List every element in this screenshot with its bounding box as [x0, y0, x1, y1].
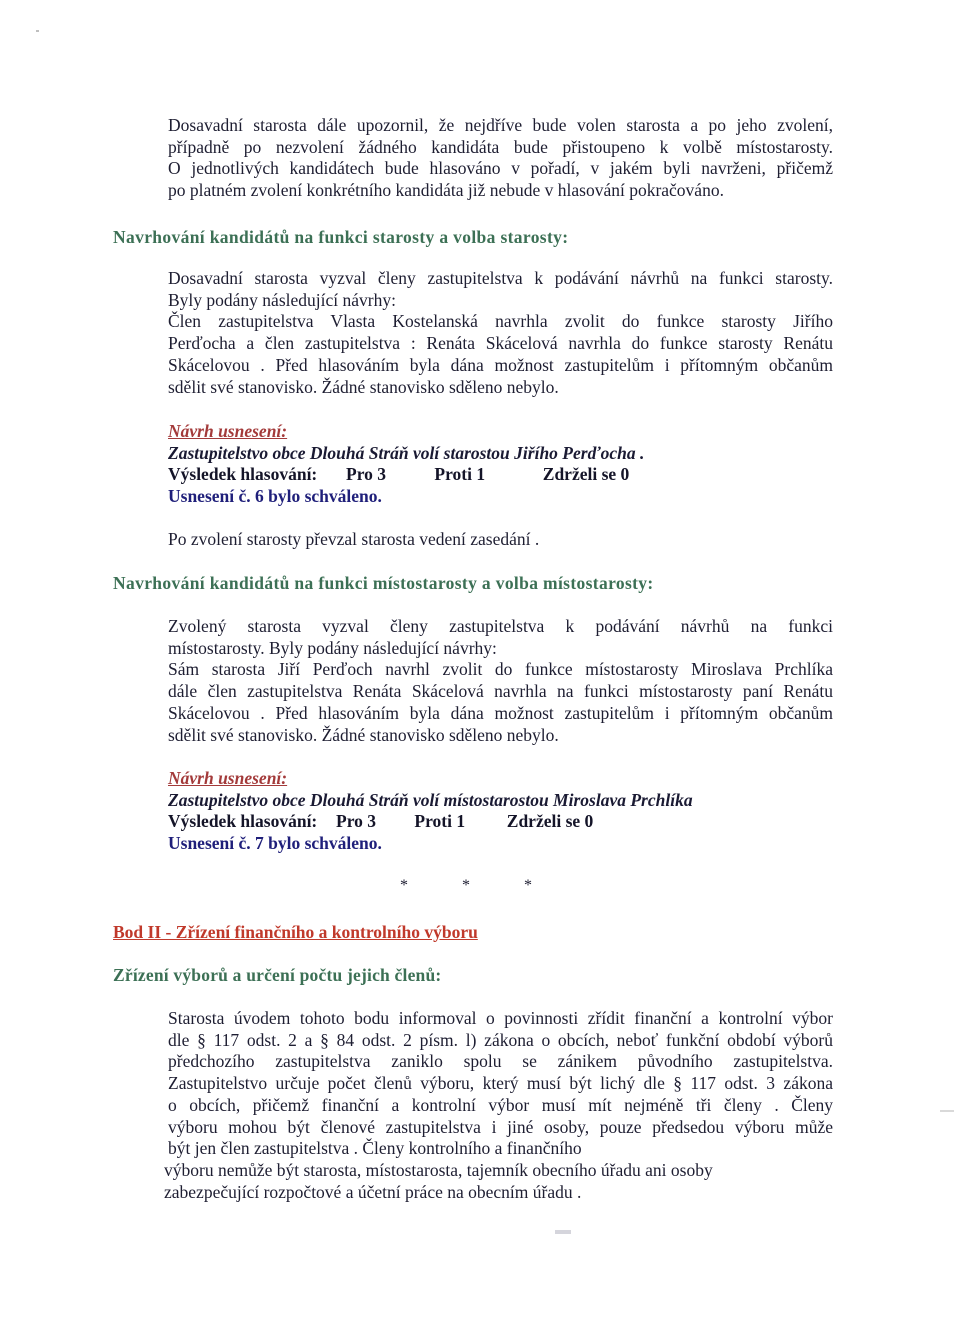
bod2-heading: Bod II - Zřízení finančního a kontrolního výboru: [113, 922, 478, 942]
vote-proti: Proti 1: [414, 811, 466, 832]
vote-result: [168, 464, 833, 486]
resolution-text: Zastupitelstvo obce Dlouhá Stráň volí místostarostou Miroslava Prchlíka: [168, 789, 693, 810]
starosta-resolution-block: [168, 421, 833, 508]
scan-speck: [555, 1230, 571, 1234]
text-line: Dosavadní starosta dále upozornil, že nejdříve bude volen starosta a po jeho zvolení,: [168, 115, 833, 135]
bod2-subheading: Zřízení výborů a určení počtu jejich členů:: [113, 965, 442, 985]
text-line: předchozího zastupitelstva zaniklo spolu se zánikem původního zastupitelstva.: [168, 1051, 833, 1072]
vote-pro: Pro 3: [346, 464, 387, 485]
separator-star: *: [462, 877, 470, 894]
text-line: Byly podány následující návrhy:: [168, 289, 396, 310]
text-line: Zastupitelstvo určuje počet členů výboru, který musí být lichý dle § 117 odst. 3 zákona: [168, 1073, 833, 1094]
text-line: místostarosty. Byly podány následující návrhy:: [168, 637, 497, 658]
mistostarosta-paragraph: [168, 616, 833, 746]
text-line: Starosta úvodem tohoto bodu informoval o povinnosti zřídit finanční a kontrolní výbor: [168, 1008, 833, 1028]
text-line: Po zvolení starosty převzal starosta vedení zasedání .: [168, 529, 540, 549]
text-line: případně po nezvolení žádného kandidáta bude přistoupeno k volbě místostarosty.: [168, 136, 833, 157]
mistostarosta-resolution-block: [168, 768, 833, 855]
text-line: Sám starosta Jiří Perďoch navrhl zvolit do funkce místostarosty Miroslava Prchlíka: [168, 659, 833, 680]
text-line: dle § 117 odst. 2 a § 84 odst. 2 písm. l) zákona o obcích, neboť funkční období výborů: [168, 1029, 833, 1050]
intro-paragraph: [168, 115, 833, 202]
text-line: zabezpečující rozpočtové a účetní práce na obecním úřadu .: [164, 1181, 582, 1202]
vote-proti: Proti 1: [434, 464, 486, 485]
resolution-approved: Usnesení č. 7 bylo schváleno.: [168, 833, 382, 854]
separator-star: *: [400, 877, 408, 894]
scan-speck: [36, 30, 39, 32]
vote-label: Výsledek hlasování:: [168, 464, 318, 485]
text-line: Skácelovou . Před hlasováním byla dána možnost zastupitelům i přítomným občanům: [168, 354, 833, 375]
text-line: sdělit své stanovisko. Žádné stanovisko sděleno nebylo.: [168, 376, 559, 397]
vote-zdrzeli: Zdrželi se 0: [506, 811, 594, 832]
text-line: dále člen zastupitelstva Renáta Skácelová navrhla na funkci místostarosty paní Renátu: [168, 681, 833, 702]
resolution-approved: Usnesení č. 6 bylo schváleno.: [168, 486, 382, 507]
section-heading-starosta: Navrhování kandidátů na funkci starosty a volba starosty:: [113, 227, 569, 247]
text-line: Dosavadní starosta vyzval členy zastupitelstva k podávání návrhů na funkci starosty.: [168, 268, 833, 288]
scan-speck: [940, 1110, 954, 1112]
text-line: Člen zastupitelstva Vlasta Kostelanská navrhla zvolit do funkce starosty Jiřího: [168, 311, 833, 332]
proposal-label: Návrh usnesení:: [168, 421, 288, 441]
section-heading-mistostarosta: Navrhování kandidátů na funkci místostarosty a volba místostarosty:: [113, 573, 654, 593]
text-line: Zvolený starosta vyzval členy zastupitelstva k podávání návrhů na funkci: [168, 616, 833, 636]
text-line: sdělit své stanovisko. Žádné stanovisko sděleno nebylo.: [168, 724, 559, 745]
text-line: O jednotlivých kandidátech bude hlasováno v pořadí, v jakém byli navrženi, přičemž: [168, 158, 833, 179]
starosta-after: [168, 529, 833, 551]
text-line: výboru nemůže být starosta, místostarosta, tajemník obecního úřadu ani osoby: [164, 1159, 713, 1180]
section-separator: [400, 877, 582, 895]
resolution-text: Zastupitelstvo obce Dlouhá Stráň volí starostou Jiřího Perďocha .: [168, 442, 645, 463]
vote-result: [168, 811, 833, 833]
vote-zdrzeli: Zdrželi se 0: [542, 464, 630, 485]
vote-pro: Pro 3: [336, 811, 377, 832]
text-line: výboru mohou být členové zastupitelstva i jiné osoby, pouze předsedou výboru může: [168, 1116, 833, 1137]
vote-label: Výsledek hlasování:: [168, 811, 318, 832]
text-line: být jen člen zastupitelstva . Členy kontrolního a finančního: [168, 1138, 582, 1159]
text-line: po platném zvolení konkrétního kandidáta již nebude v hlasování pokračováno.: [168, 180, 724, 201]
separator-star: *: [524, 877, 532, 894]
text-line: o obcích, přičemž finanční a kontrolní výbor musí mít nejméně tři členy . Členy: [168, 1094, 833, 1115]
starosta-paragraph: [168, 268, 833, 398]
bod2-paragraph: [164, 1008, 833, 1203]
text-line: Skácelovou . Před hlasováním byla dána možnost zastupitelům i přítomným občanům: [168, 702, 833, 723]
text-line: Perďocha a člen zastupitelstva : Renáta Skácelová navrhla do funkce starosty Renátu: [168, 333, 833, 354]
proposal-label: Návrh usnesení:: [168, 768, 288, 788]
